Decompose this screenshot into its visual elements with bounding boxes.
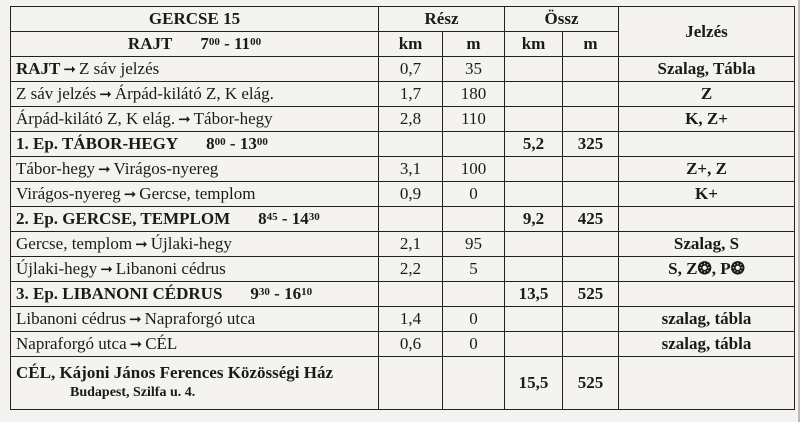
total-km-empty [505,82,563,107]
total-km-empty [505,332,563,357]
leg-description [11,182,379,207]
leg-from: Z sáv jelzés [16,84,97,103]
leg-to: Libanoni cédrus [115,259,226,278]
leg-description [11,82,379,107]
total-m-empty [563,157,619,182]
leg-description [11,57,379,82]
checkpoint-name: 1. Ep. TÁBOR-HEGY [16,134,179,153]
checkpoint-time-to: $16^{10}$ [284,284,313,303]
total-m: 425 [563,207,619,232]
part-header: Rész [379,7,505,32]
total-km-empty [505,157,563,182]
sign-cell: Szalag, S [619,232,795,257]
leg-to: Napraforgó utca [144,309,256,328]
total-km: 5,2 [505,132,563,157]
leg-from: Virágos-nyereg [16,184,121,203]
leg-from: Tábor-hegy [16,159,95,178]
checkpoint-time-from: $8^{45}$ [258,209,278,228]
total-km: 9,2 [505,207,563,232]
leg-row [11,157,795,182]
part-m: 95 [443,232,505,257]
part-km: 0,9 [379,182,443,207]
part-km-header: km [379,32,443,57]
leg-from: Újlaki-hegy [16,259,98,278]
arrow-icon: ➞ [129,310,142,328]
leg-to: CÉL [145,334,178,353]
part-m: 35 [443,57,505,82]
start-time-cell: RAJT $7^{00} - 11^{00}$ [11,32,379,57]
sign-cell: Z+, Z [619,157,795,182]
part-m: 110 [443,107,505,132]
sign-cell: Szalag, Tábla [619,57,795,82]
checkpoint-description [11,207,379,232]
arrow-icon: ➞ [129,335,143,353]
total-km-empty [505,307,563,332]
part-m-empty [443,132,505,157]
checkpoint-row [11,282,795,307]
leg-description [11,332,379,357]
part-m-empty [443,207,505,232]
checkpoint-time-from: $9^{30}$ [250,284,270,303]
sign-cell: K, Z+ [619,107,795,132]
total-km-empty [505,182,563,207]
part-m: 0 [443,332,505,357]
leg-from: Napraforgó utca [16,334,127,353]
part-m-empty [443,282,505,307]
leg-to: Virágos-nyereg [113,159,219,178]
arrow-icon: ➞ [178,110,191,128]
finish-total-m: 525 [563,357,619,410]
part-km-empty [379,282,443,307]
leg-to: Z sáv jelzés [78,59,160,78]
part-km-empty [379,357,443,410]
sign-cell: Z [619,82,795,107]
total-m-empty [563,232,619,257]
checkpoint-row [11,207,795,232]
checkpoint-time-to: $13^{00}$ [239,134,268,153]
checkpoint-name: 2. Ep. GERCSE, TEMPLOM [16,209,231,228]
total-m-empty [563,82,619,107]
arrow-icon: ➞ [135,235,148,253]
part-km-empty [379,132,443,157]
leg-row [11,332,795,357]
total-m-empty [563,307,619,332]
part-m-header: m [443,32,505,57]
finish-place: CÉL, Kájoni János Ferences Közösségi Ház [16,363,333,382]
finish-total-km: 15,5 [505,357,563,410]
total-km-header: km [505,32,563,57]
total-header: Össz [505,7,619,32]
part-km: 0,7 [379,57,443,82]
time-separator: - [277,209,292,228]
sign-cell: szalag, tábla [619,332,795,357]
part-m: 180 [443,82,505,107]
time-separator: - [225,134,240,153]
arrow-icon: ➞ [100,260,113,278]
total-m-empty [563,107,619,132]
leg-description [11,107,379,132]
leg-from: Libanoni cédrus [16,309,126,328]
checkpoint-description [11,132,379,157]
total-m: 325 [563,132,619,157]
checkpoint-time-to: $14^{30}$ [291,209,320,228]
header-row [11,7,795,32]
leg-to: Gercse, templom [139,184,256,203]
part-km: 2,1 [379,232,443,257]
total-km-empty [505,232,563,257]
start-label: RAJT [127,34,173,53]
leg-from: Árpád-kilátó Z, K elág. [16,109,176,128]
start-time-from: $7^{00}$ [200,34,220,53]
arrow-icon: ➞ [123,185,137,203]
total-m-empty [563,57,619,82]
part-m-empty [443,357,505,410]
leg-to: Újlaki-hegy [150,234,232,253]
leg-to: Tábor-hegy [193,109,273,128]
checkpoint-row [11,132,795,157]
arrow-icon: ➞ [97,160,111,178]
part-km: 1,4 [379,307,443,332]
sign-cell: szalag, tábla [619,307,795,332]
part-km: 0,6 [379,332,443,357]
route-table [10,6,795,410]
leg-description [11,157,379,182]
leg-row [11,182,795,207]
leg-description [11,307,379,332]
leg-row [11,107,795,132]
total-m-empty [563,332,619,357]
leg-to: Árpád-kilátó Z, K elág. [114,84,274,103]
total-km-empty [505,107,563,132]
total-m-empty [563,182,619,207]
time-separator: - [269,284,285,303]
sign-empty [619,132,795,157]
arrow-icon: ➞ [99,85,112,103]
leg-row [11,257,795,282]
total-km: 13,5 [505,282,563,307]
total-km-empty [505,57,563,82]
part-km: 3,1 [379,157,443,182]
part-m: 5 [443,257,505,282]
leg-from: Gercse, templom [16,234,133,253]
leg-description [11,257,379,282]
arrow-icon: ➞ [63,60,76,78]
total-km-empty [505,257,563,282]
checkpoint-name: 3. Ep. LIBANONI CÉDRUS [16,284,223,303]
sign-cell: S, Z❂, P❂ [619,257,795,282]
part-km: 1,7 [379,82,443,107]
leg-row [11,307,795,332]
total-m: 525 [563,282,619,307]
leg-row [11,232,795,257]
part-m: 0 [443,307,505,332]
checkpoint-description [11,282,379,307]
sign-header: Jelzés [619,7,795,57]
leg-from: RAJT [16,59,61,78]
part-km: 2,8 [379,107,443,132]
leg-description [11,232,379,257]
sign-empty [619,207,795,232]
part-m: 0 [443,182,505,207]
finish-address: Budapest, Szilfa u. 4. [70,385,196,400]
part-m: 100 [443,157,505,182]
total-m-header: m [563,32,619,57]
checkpoint-time-from: $8^{00}$ [206,134,226,153]
finish-description [11,357,379,410]
finish-row [11,357,795,410]
leg-row [11,57,795,82]
total-m-empty [563,257,619,282]
part-km: 2,2 [379,257,443,282]
sign-empty [619,357,795,410]
title-cell: GERCSE 15 [11,7,379,32]
sign-cell: K+ [619,182,795,207]
sign-empty [619,282,795,307]
start-time-to: $11^{00}$ [234,34,262,53]
leg-row [11,82,795,107]
part-km-empty [379,207,443,232]
